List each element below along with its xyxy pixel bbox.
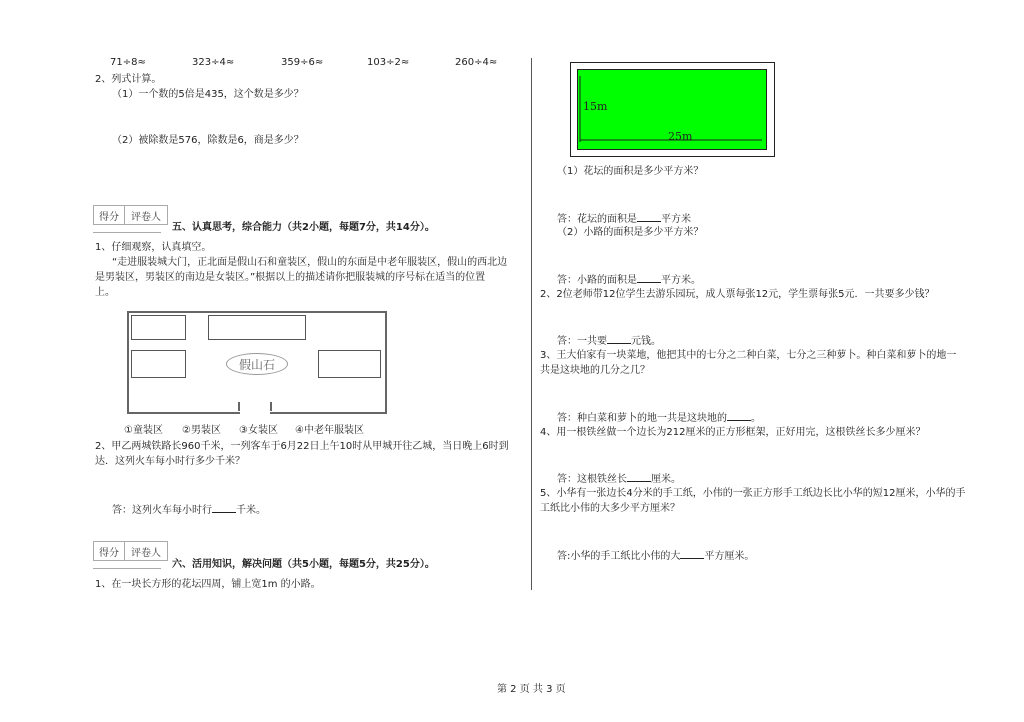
zone-legend-2: ②男装区 (182, 425, 221, 436)
answer-blank[interactable] (637, 272, 661, 283)
section-6-question-1: 1、在一块长方形的花坛四周，铺上宽1m 的小路。 (95, 579, 321, 590)
zone-legend-4: ④中老年服装区 (295, 425, 364, 436)
answer-prefix: 答：小路的面积是 (557, 275, 637, 286)
question-2-1: （1）一个数的5倍是435，这个数是多少？ (112, 89, 304, 100)
section-5-text-line-1: “走进服装城大门，正北面是假山石和童装区，假山的东面是中老年服装区，假山的西北边 (112, 257, 508, 268)
score-box-section6 (93, 541, 168, 561)
answer-prefix: 答：一共要 (557, 336, 607, 347)
right-question-3-line-2: 共是这块地的几分之几？ (540, 365, 650, 376)
answer-blank[interactable] (627, 471, 651, 482)
section-5-text-line-3: 上。 (95, 287, 115, 298)
right-answer-1-1 (557, 211, 691, 227)
right-answer-2 (557, 333, 661, 349)
answer-prefix: 答：种白菜和萝卜的地一共是这块地的 (557, 413, 727, 424)
answer-blank[interactable] (680, 548, 704, 559)
zone-legend-1: ①童装区 (124, 425, 163, 436)
right-question-1-2: （2）小路的面积是多少平方米？ (557, 227, 704, 238)
section-5-question-2-line-2: 达．这列火车每小时行多少千米？ (95, 456, 245, 467)
zone-legend-3: ③女装区 (239, 425, 278, 436)
answer-suffix: 厘米。 (651, 474, 681, 485)
section-5-question-2-answer (112, 502, 266, 518)
zone-middle-left (131, 350, 186, 378)
answer-suffix: 千米。 (236, 505, 266, 516)
answer-blank[interactable] (637, 211, 661, 222)
question-2-title: 2、列式计算。 (95, 74, 162, 85)
section-5-question-2-line-1: 2、甲乙两城铁路长960千米，一列客车于6月22日上午10时从甲城开往乙城，当日晚上6时到 (95, 441, 509, 452)
right-answer-1-2 (557, 272, 701, 288)
question-2-2: （2）被除数是576，除数是6，商是多少？ (112, 135, 304, 146)
score-label: 得分 (94, 542, 125, 560)
right-answer-4 (557, 471, 681, 487)
zone-middle-right (318, 350, 381, 378)
section-6-title: 六、活用知识，解决问题（共5小题，每题5分，共25分）。 (172, 559, 435, 570)
zone-top-left (131, 315, 186, 340)
right-question-5-line-2: 工纸比小伟的大多少平方厘米？ (540, 503, 680, 514)
reviewer-label: 评卷人 (131, 547, 161, 559)
right-question-2: 2、2位老师带12位学生去游乐园玩，成人票每张12元，学生票每张5元．一共要多少钱？ (540, 289, 935, 300)
page-number: 第 2 页 共 3 页 (497, 684, 566, 695)
entrance-post-right (270, 402, 272, 411)
width-label: 25m (668, 130, 693, 143)
zone-top-middle (208, 315, 306, 340)
estimate-5: 260÷4≈ (455, 57, 498, 68)
answer-suffix: 平方米。 (661, 275, 701, 286)
score-underline (93, 568, 161, 569)
answer-blank[interactable] (607, 333, 631, 344)
estimate-4: 103÷2≈ (367, 57, 410, 68)
answer-blank[interactable] (212, 502, 236, 513)
section-5-text-line-2: 是男装区，男装区的南边是女装区。”根据以上的描述请你把服装城的序号标在适当的位置 (95, 272, 486, 283)
entrance-post-left (238, 402, 240, 411)
right-answer-3 (557, 410, 761, 426)
score-label: 得分 (94, 206, 125, 224)
right-question-5-line-1: 5、小华有一张边长4分米的手工纸，小伟的一张正方形手工纸边长比小华的短12厘米，小华的手 (540, 488, 966, 499)
height-label: 15m (583, 100, 608, 113)
right-question-3-line-1: 3、王大伯家有一块菜地，他把其中的七分之二种白菜，七分之三种萝卜。种白菜和萝卜的地一 (540, 350, 957, 361)
estimate-3: 359÷6≈ (281, 57, 324, 68)
column-divider (531, 58, 532, 590)
entrance-gap (240, 408, 270, 414)
score-underline (93, 232, 161, 233)
section-5-title: 五、认真思考，综合能力（共2小题，每题7分，共14分）。 (172, 222, 435, 233)
section-5-question-1: 1、仔细观察，认真填空。 (95, 242, 212, 253)
right-question-4: 4、用一根铁丝做一个边长为212厘米的正方形框架，正好用完，这根铁丝长多少厘米？ (540, 427, 926, 438)
answer-suffix: 元钱。 (631, 336, 661, 347)
estimate-1: 71÷8≈ (110, 57, 146, 68)
score-box-section5 (93, 205, 168, 225)
answer-suffix: 平方米 (661, 214, 691, 225)
answer-prefix: 答:小华的手工纸比小伟的大 (557, 551, 681, 562)
answer-prefix: 答：花坛的面积是 (557, 214, 637, 225)
answer-blank[interactable] (727, 410, 751, 421)
answer-suffix: 。 (751, 413, 761, 424)
estimate-2: 323÷4≈ (192, 57, 235, 68)
answer-prefix: 答：这列火车每小时行 (112, 505, 212, 516)
right-question-1-1: （1）花坛的面积是多少平方米？ (557, 166, 704, 177)
rock-garden: 假山石 (226, 353, 288, 375)
answer-prefix: 答：这根铁丝长 (557, 474, 627, 485)
answer-suffix: 平方厘米。 (704, 551, 755, 562)
reviewer-label: 评卷人 (131, 211, 161, 223)
right-answer-5 (557, 548, 754, 564)
